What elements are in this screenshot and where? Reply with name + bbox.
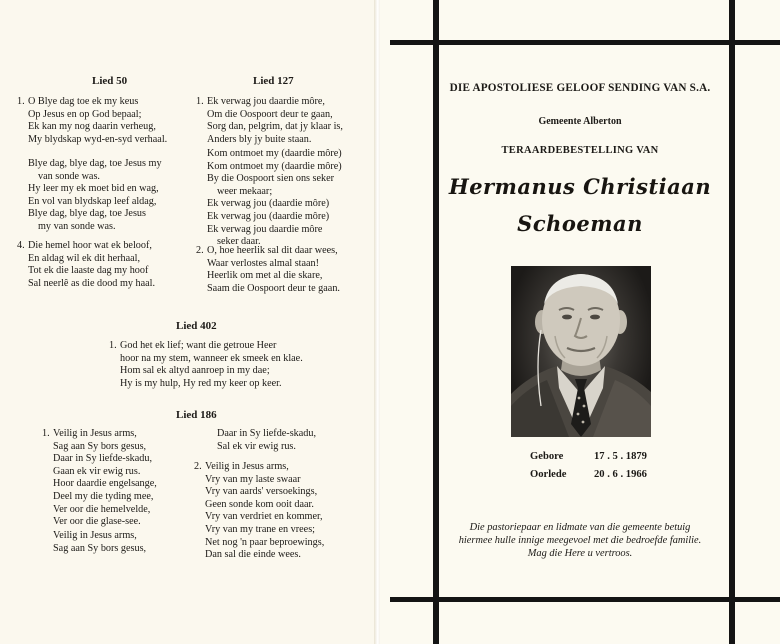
verse-line: Hoor daardie engelsange, xyxy=(53,478,157,490)
verse-line: hoor na my stem, wanneer ek smeek en klae. xyxy=(120,352,303,364)
verse-line: Heerlik om met al die skare, xyxy=(207,270,323,282)
verse-line: Saam die Oospoort deur te gaan. xyxy=(207,282,340,294)
verse-line: van sonde was. xyxy=(38,170,100,182)
verse-line: Ek verwag jou daardie môre xyxy=(207,223,323,235)
hymn-verse xyxy=(206,428,316,453)
condolence-line: hiermee hulle innige meegevoel met die bedroefde familie. xyxy=(458,535,702,547)
verse-line: Dan sal die einde wees. xyxy=(205,549,301,561)
verse-line: Vry van verdriet en kommer, xyxy=(205,511,323,523)
verse-lines xyxy=(28,240,155,290)
verse-line: Sag aan Sy bors gesus, xyxy=(53,542,147,554)
verse-number: 1. xyxy=(17,96,25,107)
verse-line: Blye dag, blye dag, toe Jesus my xyxy=(28,158,162,169)
hymn-verse xyxy=(42,428,157,529)
verse-number: 2. xyxy=(196,245,204,256)
verse-line: God het ek lief; want die getroue Heer xyxy=(120,340,277,351)
verse-line: Gaan ek vir ewig rus. xyxy=(53,465,141,477)
died-label: Oorlede xyxy=(530,469,567,480)
congregation-name: Gemeente Alberton xyxy=(538,116,622,127)
deceased-name-line1: Hermanus Christiaan xyxy=(448,174,712,199)
hymn-page xyxy=(0,0,376,644)
verse-line: Kom ontmoet my (daardie môre) xyxy=(207,160,342,172)
died-date: 20 . 6 . 1966 xyxy=(594,469,647,480)
verse-line: Sal neerlê as die dood my haal. xyxy=(28,277,156,289)
hymn-title: Lied 186 xyxy=(176,409,217,421)
verse-lines xyxy=(207,96,343,146)
verse-number: 2. xyxy=(194,461,202,472)
verse-line: Om die Oospoort deur te gaan, xyxy=(207,108,333,120)
verse-lines xyxy=(205,461,324,562)
border-line-top xyxy=(390,40,780,45)
verse-line: Ek verwag jou (daardie môre) xyxy=(207,210,330,222)
verse-line: O Blye dag toe ek my keus xyxy=(28,96,139,107)
hymn-title: Lied 127 xyxy=(253,75,294,87)
hymn-verse xyxy=(17,158,162,234)
verse-line: Op Jesus en op God bepaal; xyxy=(28,108,142,120)
verse-number: 4. xyxy=(17,240,25,251)
verse-line: Hom sal ek altyd aanroep in my dae; xyxy=(120,365,270,377)
verse-line: Hy leer my ek moet bid en wag, xyxy=(28,183,159,195)
verse-line: By die Oospoort sien ons seker xyxy=(207,173,335,185)
verse-lines xyxy=(53,530,146,555)
verse-line: Deel my die tyding mee, xyxy=(53,490,154,502)
portrait-photo xyxy=(511,266,651,437)
verse-line: Ek verwag jou (daardie môre) xyxy=(207,198,330,210)
condolence-line: Mag die Here u vertroos. xyxy=(527,548,633,560)
verse-line: Sal ek vir ewig rus. xyxy=(217,440,296,452)
verse-lines xyxy=(207,148,342,249)
hymn-title: Lied 402 xyxy=(176,320,217,332)
condolence-line: Die pastoriepaar en lidmate van die gemeente betuig xyxy=(469,522,691,533)
hymn-verse xyxy=(109,340,303,390)
verse-line: Ver oor die glase-see. xyxy=(53,516,141,528)
hymn-verse xyxy=(196,245,340,295)
verse-line: my van sonde was. xyxy=(38,220,116,232)
verse-line: Veilig in Jesus arms, xyxy=(53,428,137,439)
verse-number: 1. xyxy=(196,96,204,107)
hymn-verse xyxy=(194,461,324,562)
verse-line: weer mekaar; xyxy=(217,185,273,197)
verse-line: Daar in Sy liefde-skadu, xyxy=(217,428,317,439)
verse-line: Sorg dan, pelgrim, dat jy klaar is, xyxy=(207,121,343,133)
verse-lines xyxy=(207,245,340,295)
verse-lines xyxy=(53,428,157,529)
verse-line: En aldag wil ek dit herhaal, xyxy=(28,252,141,264)
service-title: TERAARDEBESTELLING VAN xyxy=(501,145,659,156)
born-date: 17 . 5 . 1879 xyxy=(594,451,647,462)
portrait-illustration xyxy=(511,266,651,437)
verse-number: 1. xyxy=(109,340,117,351)
border-line-bottom xyxy=(390,597,780,602)
verse-line: En vol van blydskap leef aldag, xyxy=(28,195,157,207)
verse-lines xyxy=(28,96,167,146)
verse-line: My blydskap wyd-en-syd verhaal. xyxy=(28,133,168,145)
dates-labels xyxy=(530,448,566,484)
verse-lines xyxy=(217,428,316,453)
verse-line: Ek verwag jou daardie môre, xyxy=(207,96,325,107)
verse-lines xyxy=(120,340,303,390)
verse-line: Hy is my hulp, Hy red my keer op keer. xyxy=(120,377,282,389)
verse-line: Veilig in Jesus arms, xyxy=(205,461,289,472)
verse-line: Blye dag, blye dag, toe Jesus xyxy=(28,208,146,220)
hymn-verse xyxy=(196,148,342,249)
verse-line: Vry van my laste swaar xyxy=(205,473,301,485)
verse-line: Daar in Sy liefde-skadu, xyxy=(53,453,153,465)
verse-line: Geen sonde kom ooit daar. xyxy=(205,498,314,510)
verse-line: Tot ek die laaste dag my hoof xyxy=(28,265,149,277)
verse-line: Kom ontmoet my (daardie môre) xyxy=(207,148,342,159)
condolence-message xyxy=(380,521,780,561)
hymn-verse xyxy=(17,240,155,290)
verse-line: O, hoe heerlik sal dit daar wees, xyxy=(207,245,338,256)
born-label: Gebore xyxy=(530,451,564,462)
verse-line: Anders bly jy buite staan. xyxy=(207,133,312,145)
verse-line: Ver oor die hemelvelde, xyxy=(53,503,151,515)
verse-line: Waar verlostes almal staan! xyxy=(207,257,320,269)
verse-line: Veilig in Jesus arms, xyxy=(53,530,137,541)
hymn-verse xyxy=(17,96,167,146)
verse-line: Sag aan Sy bors gesus, xyxy=(53,440,147,452)
dates-values xyxy=(594,448,647,484)
verse-lines xyxy=(28,158,162,234)
memorial-page xyxy=(380,0,780,644)
verse-number: 1. xyxy=(42,428,50,439)
hymn-title: Lied 50 xyxy=(92,75,128,87)
hymn-verse xyxy=(196,96,343,146)
deceased-name-line2: Schoeman xyxy=(517,211,643,236)
verse-line: Vry van aards' versoekings, xyxy=(205,486,318,498)
verse-line: Die hemel hoor wat ek beloof, xyxy=(28,240,152,251)
verse-line: Vry van my trane en vrees; xyxy=(205,523,315,535)
church-name: DIE APOSTOLIESE GELOOF SENDING VAN S.A. xyxy=(449,82,711,94)
verse-line: Net nog 'n paar beproewings, xyxy=(205,536,325,548)
verse-line: Ek kan my nog daarin verheug, xyxy=(28,121,156,133)
verse-line: seker daar. xyxy=(217,236,261,248)
hymn-verse xyxy=(42,530,146,555)
